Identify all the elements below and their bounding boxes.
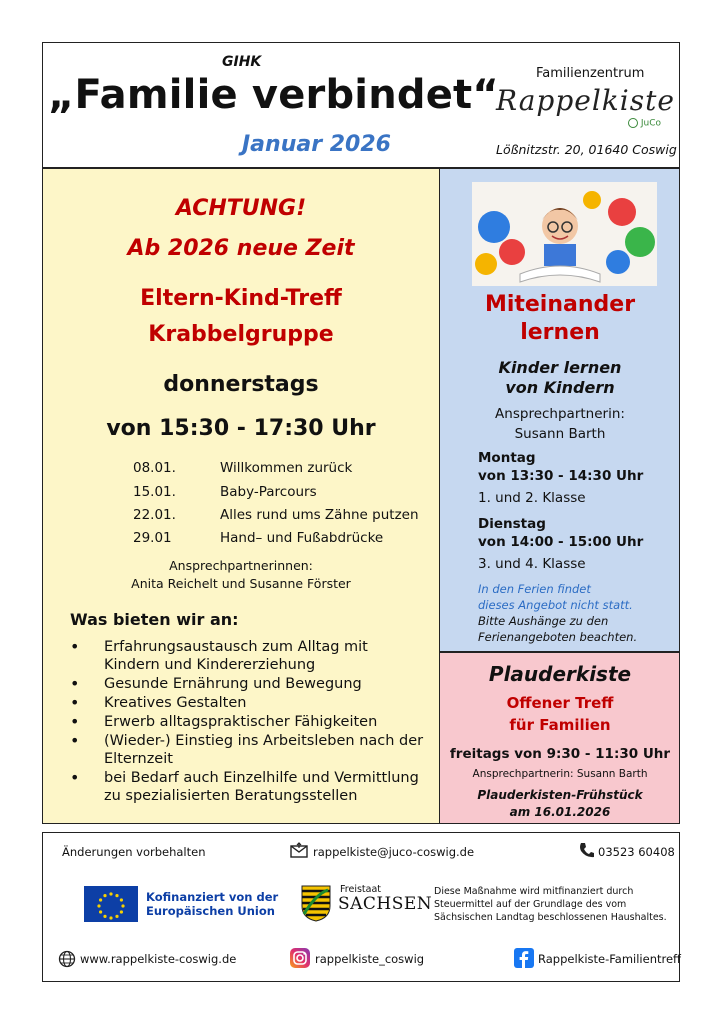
holiday-note-line2: dieses Angebot nicht statt. (478, 598, 633, 612)
instagram-icon (290, 948, 310, 968)
plauderkiste-sub-line1: Offener Treff (506, 694, 614, 712)
funding-line3: Sächsischen Landtag beschlossenen Haushaltes. (434, 912, 667, 923)
phone-icon (578, 842, 594, 859)
plauderkiste-title: Plauderkiste (488, 662, 632, 686)
email-link[interactable]: rappelkiste@juco-coswig.de (313, 845, 475, 859)
plauderkiste-time: freitags von 9:30 - 11:30 Uhr (449, 746, 671, 762)
plauderkiste-contact: Ansprechpartnerin: Susann Barth (472, 768, 648, 780)
eu-text-line1: Kofinanziert von der (146, 890, 279, 904)
new-time-heading: Ab 2026 neue Zeit (127, 236, 355, 261)
child-reading-illustration (472, 182, 657, 286)
page-title: „Familie verbindet“ (48, 72, 499, 118)
saxony-big: SACHSEN (338, 894, 433, 914)
event-topic: Baby-Parcours (220, 484, 317, 500)
phone-number[interactable]: 03523 60408 (598, 845, 675, 859)
rappelkiste-logo (496, 84, 675, 132)
offers-list (66, 638, 426, 806)
miteinander-contact-label: Ansprechpartnerin: (495, 406, 625, 422)
facebook-page[interactable]: Rappelkiste-Familientreff (538, 952, 681, 966)
balloon-icon (499, 239, 525, 265)
miteinander-subtitle-line1: Kinder lernen (498, 358, 622, 377)
miteinander-subtitle-line2: von Kindern (505, 378, 615, 397)
plauderkiste-sub-line2: für Familien (509, 716, 611, 734)
saxony-coat-of-arms-icon (300, 884, 332, 922)
miteinander-title-line2: lernen (520, 320, 600, 345)
balloon-icon (583, 191, 601, 209)
list-item: • Gesunde Ernährung und Bewegung (66, 675, 426, 693)
miteinander-title-line1: Miteinander (484, 292, 636, 317)
funding-line1: Diese Maßnahme wird mitfinanziert durch (434, 886, 634, 897)
group-title-line2: Krabbelgruppe (148, 322, 334, 347)
event-date: 15.01. (133, 484, 176, 500)
mail-icon (290, 842, 308, 858)
event-date: 22.01. (133, 507, 176, 523)
balloon-icon (625, 227, 655, 257)
miteinander-contact-name: Susann Barth (514, 426, 606, 442)
disclaimer: Änderungen vorbehalten (62, 845, 206, 859)
saxony-small: Freistaat (340, 884, 381, 895)
list-item: • Erwerb alltagspraktischer Fähigkeiten (66, 713, 426, 731)
contact-names: Anita Reichelt und Susanne Förster (131, 576, 351, 591)
instagram-handle[interactable]: rappelkiste_coswig (315, 952, 425, 966)
group-title-line1: Eltern-Kind-Treff (140, 286, 342, 311)
event-topic: Hand– und Fußabdrücke (220, 530, 384, 546)
offers-heading: Was bieten wir an: (70, 610, 239, 629)
address: Lößnitzstr. 20, 01640 Coswig (496, 142, 677, 157)
balloon-icon (478, 211, 510, 243)
center-label: Familienzentrum (536, 66, 645, 81)
month-label: Januar 2026 (242, 132, 391, 157)
event-topic: Willkommen zurück (220, 460, 353, 476)
eu-flag-icon (84, 886, 138, 922)
logo-text: Rappelkiste (496, 84, 675, 117)
list-item: • bei Bedarf auch Einzelhilfe und Vermittlung zu spezialisierten Beratungsstellen (66, 769, 426, 805)
breakfast-line1: Plauderkisten-Frühstück (477, 788, 643, 802)
org-short: GIHK (222, 54, 262, 70)
event-topic: Alles rund ums Zähne putzen (220, 507, 419, 523)
notice-line1: Bitte Aushänge zu den (478, 614, 609, 628)
balloon-icon (475, 253, 497, 275)
facebook-icon (514, 948, 534, 968)
time2-label: von 14:00 - 15:00 Uhr (478, 534, 644, 550)
notice-line2: Ferienangeboten beachten. (478, 630, 638, 644)
balloon-icon (606, 250, 630, 274)
juco-icon (628, 118, 638, 128)
day1-label: Montag (478, 450, 536, 466)
day-label: donnerstags (163, 372, 319, 397)
contact-label: Ansprechpartnerinnen: (169, 558, 313, 573)
website-link[interactable]: www.rappelkiste-coswig.de (80, 952, 237, 966)
list-item: • (Wieder-) Einstieg ins Arbeitsleben nach der Elternzeit (66, 732, 426, 768)
day2-label: Dienstag (478, 516, 546, 532)
holiday-note-line1: In den Ferien findet (478, 582, 591, 596)
list-item: • Erfahrungsaustausch zum Alltag mit Kindern und Kindererziehung (66, 638, 426, 674)
time1-label: von 13:30 - 14:30 Uhr (478, 468, 644, 484)
alert-heading: ACHTUNG! (175, 196, 307, 221)
logo-sub: JuCo (640, 118, 662, 129)
event-date: 08.01. (133, 460, 176, 476)
balloon-icon (608, 198, 636, 226)
globe-icon (58, 950, 76, 968)
time-label: von 15:30 - 17:30 Uhr (106, 416, 376, 441)
grade1-label: 1. und 2. Klasse (478, 490, 586, 506)
event-date: 29.01 (133, 530, 172, 546)
grade2-label: 3. und 4. Klasse (478, 556, 586, 572)
breakfast-line2: am 16.01.2026 (509, 805, 611, 819)
funding-line2: Steuermittel auf der Grundlage des vom (434, 899, 627, 910)
eu-text-line2: Europäischen Union (146, 904, 275, 918)
list-item: • Kreatives Gestalten (66, 694, 426, 712)
